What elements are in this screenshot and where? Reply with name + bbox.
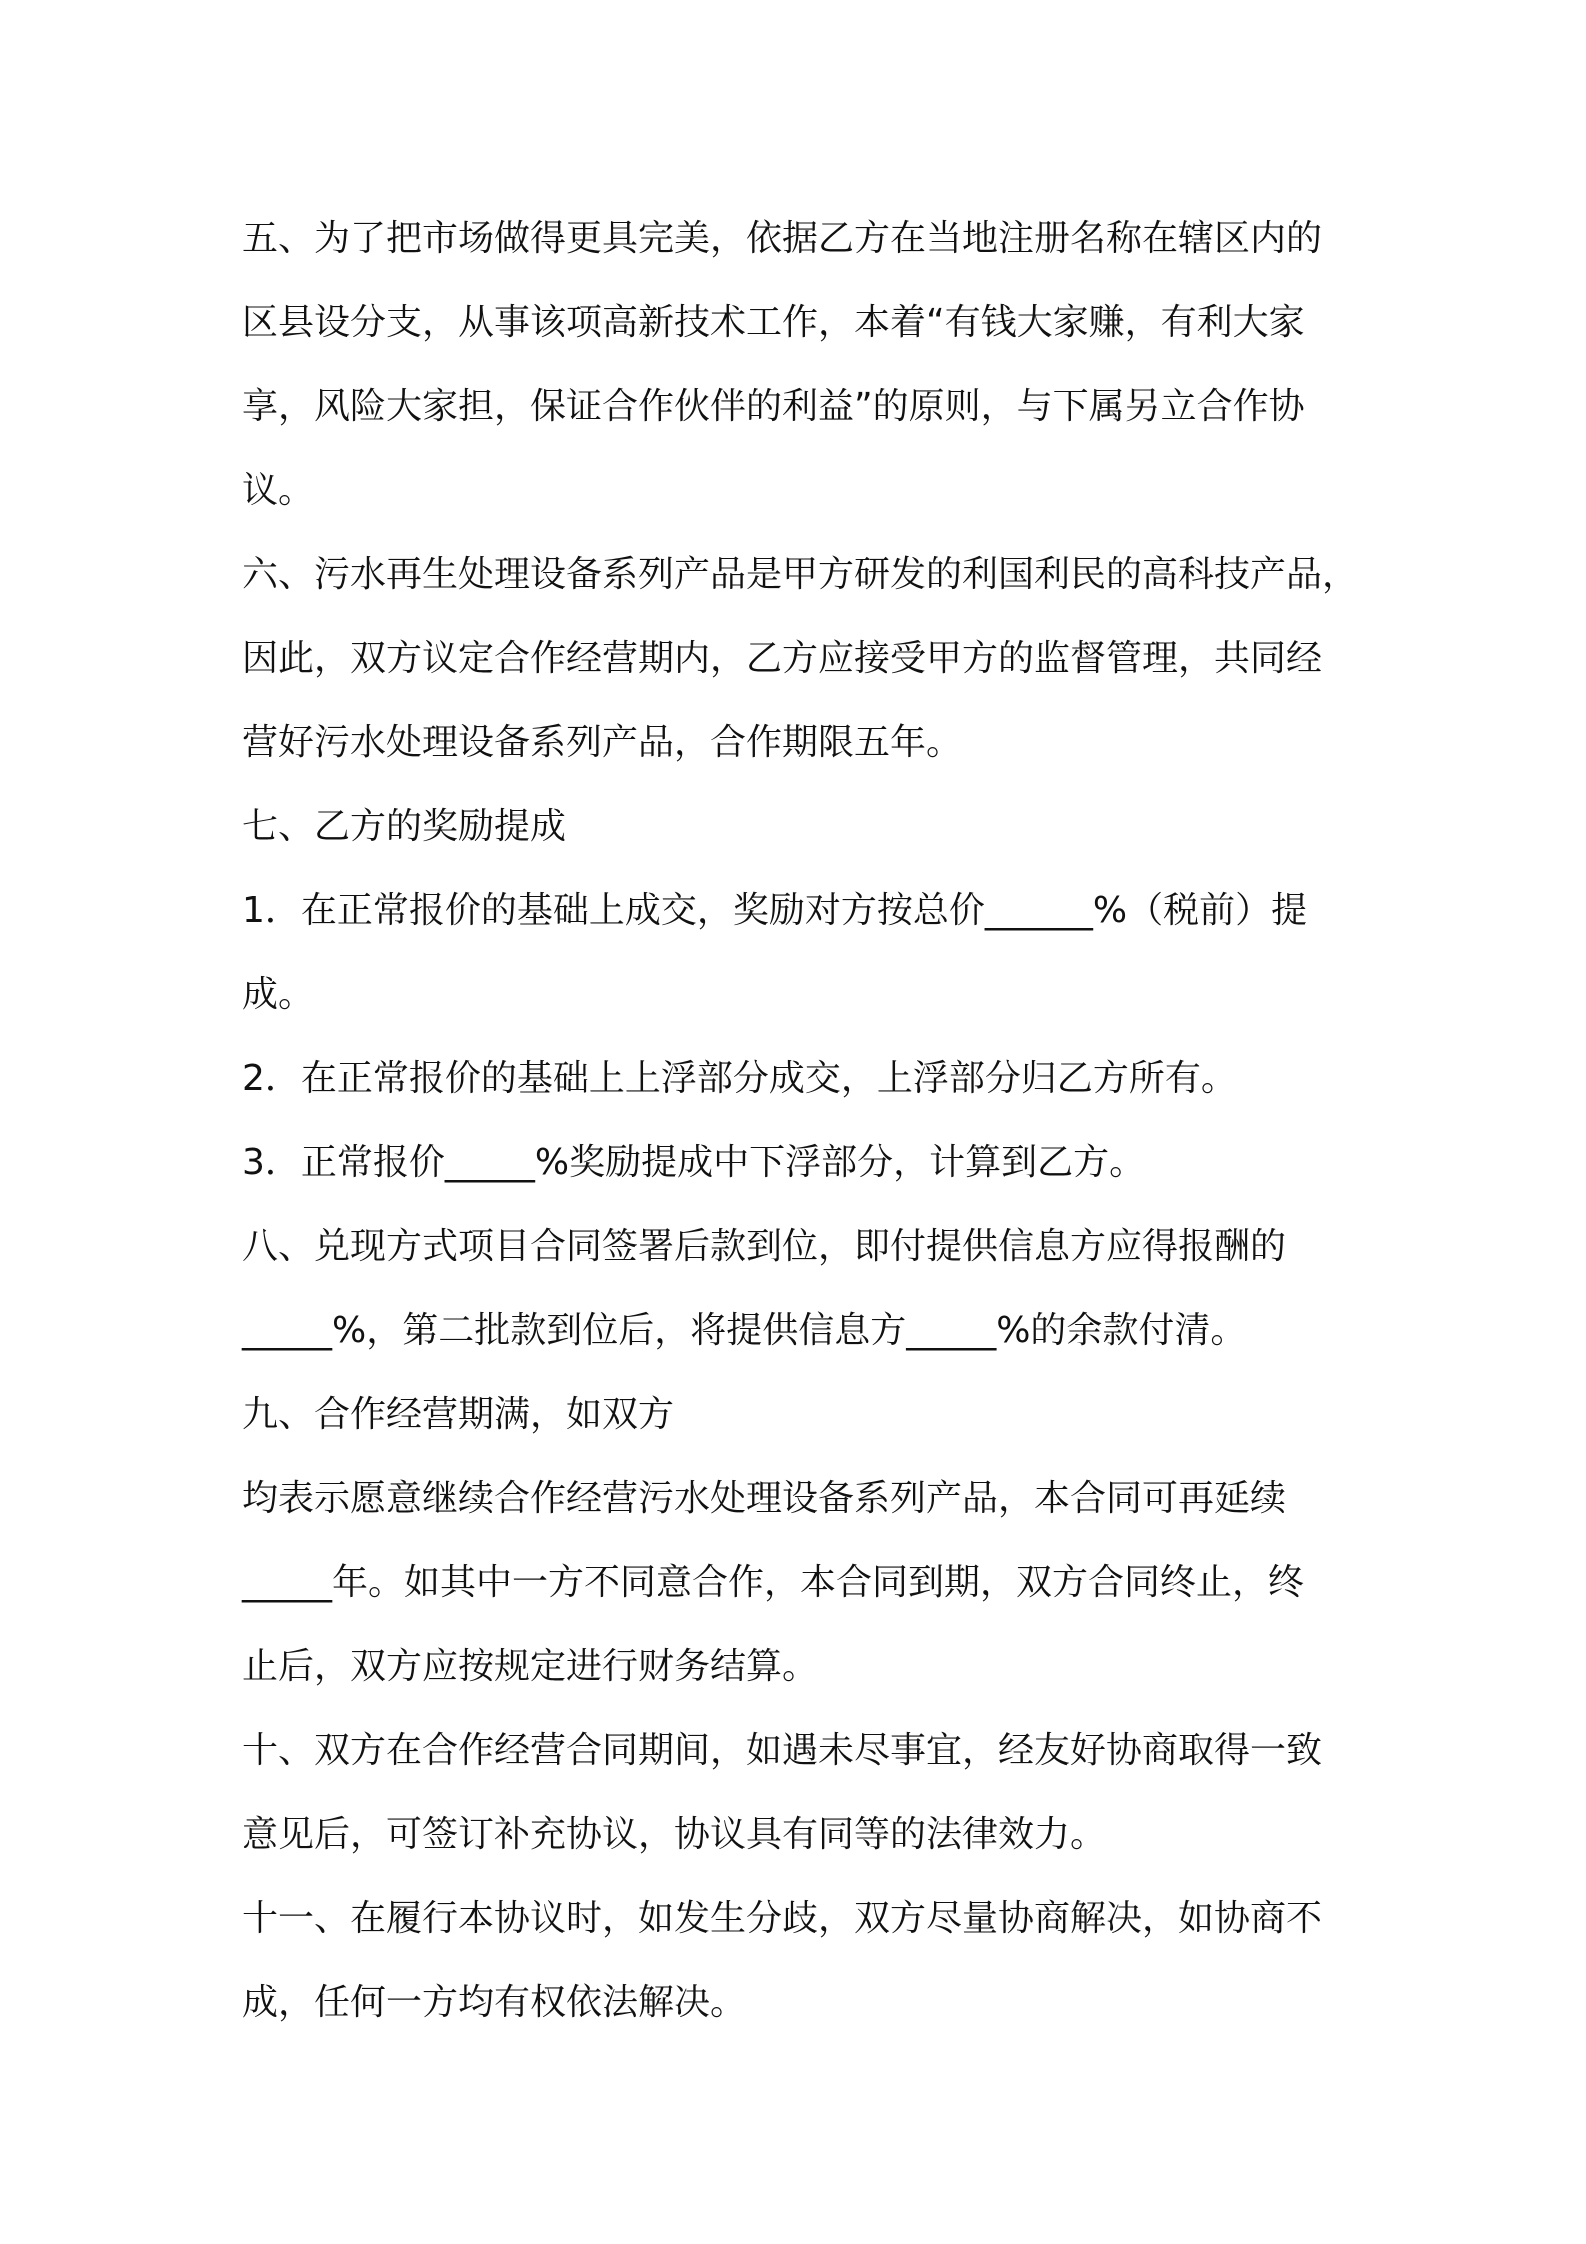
clause-7-item-1-line-1: 1．在正常报价的基础上成交，奖励对方按总价______%（税前）提 xyxy=(242,890,1308,931)
clause-6-line-2: 因此，双方议定合作经营期内，乙方应接受甲方的监督管理，共同经 xyxy=(242,638,1323,679)
clause-10-line-2: 意见后，可签订补充协议，协议具有同等的法律效力。 xyxy=(242,1814,1107,1855)
clause-5-line-4: 议。 xyxy=(242,470,315,511)
clause-5-line-3: 享，风险大家担，保证合作伙伴的利益”的原则，与下属另立合作协 xyxy=(242,386,1305,427)
clause-7-item-1-line-2: 成。 xyxy=(242,974,315,1015)
clause-9-line-3: _____年。如其中一方不同意合作，本合同到期，双方合同终止，终 xyxy=(242,1562,1305,1603)
clause-7-item-2: 2．在正常报价的基础上上浮部分成交，上浮部分归乙方所有。 xyxy=(242,1058,1237,1099)
document-body xyxy=(242,197,1362,2045)
clause-8-line-1: 八、兑现方式项目合同签署后款到位，即付提供信息方应得报酬的 xyxy=(242,1226,1287,1267)
clause-5-line-1: 五、为了把市场做得更具完美，依据乙方在当地注册名称在辖区内的 xyxy=(242,218,1323,259)
clause-9-line-4: 止后，双方应按规定进行财务结算。 xyxy=(242,1646,819,1687)
clause-6-line-1: 六、污水再生处理设备系列产品是甲方研发的利国利民的高科技产品， xyxy=(242,554,1359,595)
clause-11-line-2: 成，任何一方均有权依法解决。 xyxy=(242,1982,747,2023)
clause-7-item-3: 3．正常报价_____%奖励提成中下浮部分，计算到乙方。 xyxy=(242,1142,1146,1183)
clause-9-line-2: 均表示愿意继续合作经营污水处理设备系列产品，本合同可再延续 xyxy=(242,1478,1287,1519)
clause-11-line-1: 十一、在履行本协议时，如发生分歧，双方尽量协商解决，如协商不 xyxy=(242,1898,1323,1939)
clause-6-line-3: 营好污水处理设备系列产品，合作期限五年。 xyxy=(242,722,963,763)
clause-5-line-2: 区县设分支，从事该项高新技术工作，本着“有钱大家赚，有利大家 xyxy=(242,302,1305,343)
clause-8-line-2: _____%，第二批款到位后，将提供信息方_____%的余款付清。 xyxy=(242,1310,1247,1351)
clause-10-line-1: 十、双方在合作经营合同期间，如遇未尽事宜，经友好协商取得一致 xyxy=(242,1730,1323,1771)
clause-7-heading: 七、乙方的奖励提成 xyxy=(242,806,567,847)
clause-9-line-1: 九、合作经营期满，如双方 xyxy=(242,1394,675,1435)
